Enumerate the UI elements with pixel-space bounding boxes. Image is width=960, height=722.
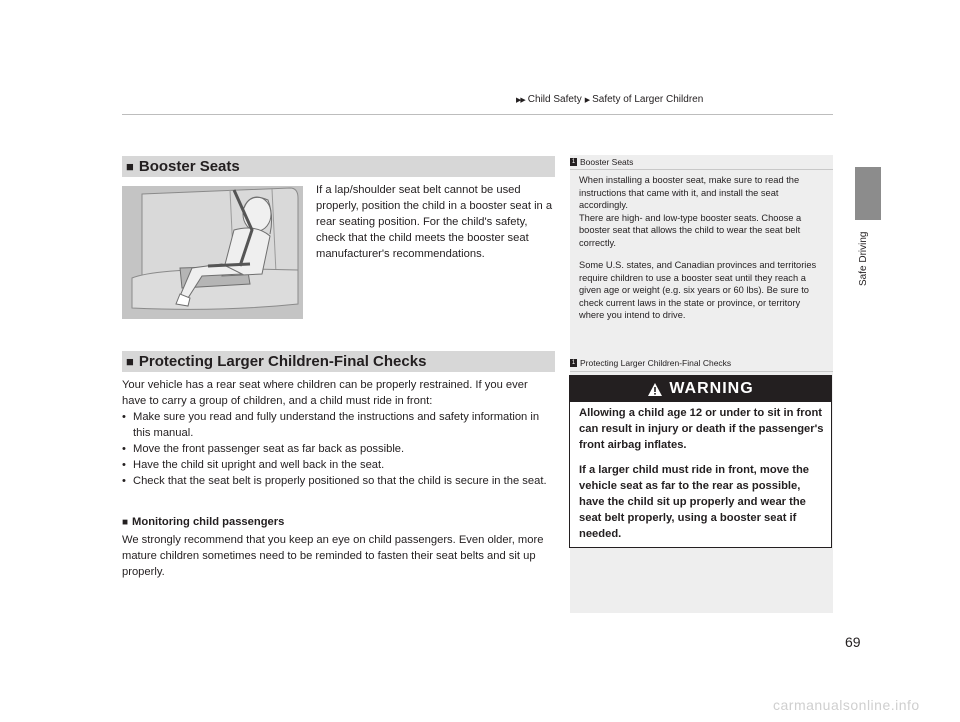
section-heading-text: Protecting Larger Children-Final Checks <box>138 353 427 370</box>
chapter-label-text: Safe Driving <box>858 231 869 286</box>
list-item: • Check that the seat belt is properly positioned so that the child is secure in the seat. <box>122 473 555 489</box>
subheading-text: Monitoring child passengers <box>132 516 285 528</box>
warning-label: WARNING <box>669 380 754 397</box>
note-reference-icon: 1 <box>571 159 576 165</box>
warning-triangle-icon <box>647 382 663 397</box>
list-item: • Move the front passenger seat as far back as possible. <box>122 441 555 457</box>
chapter-label <box>858 226 874 286</box>
section-heading-booster-seats <box>122 156 555 177</box>
breadcrumb-arrow-icon: ▶▶ <box>516 96 525 104</box>
subheading-square-icon: ■ <box>122 517 129 528</box>
final-checks-list <box>122 409 555 489</box>
warning-paragraph: Allowing a child age 12 or under to sit in front can result in injury or death if the passenger's front airbag inflates. <box>579 407 824 451</box>
breadcrumb-item-current: Safety of Larger Children <box>592 94 704 105</box>
breadcrumb-item-child-safety[interactable]: Child Safety <box>527 94 582 105</box>
breadcrumb-arrow-icon: ▶ <box>584 96 590 104</box>
note-paragraph: There are high- and low-type booster seats. Choose a booster seat that allows the child to wear the seat belt correctly. <box>579 212 802 248</box>
child-booster-seat-image <box>122 186 303 319</box>
note-reference-icon: 1 <box>571 360 576 366</box>
note-body-booster <box>579 174 827 322</box>
section-square-icon: ■ <box>126 354 134 369</box>
header-divider <box>122 114 833 115</box>
chapter-tab <box>855 167 881 220</box>
warning-banner <box>570 376 831 402</box>
section-heading-final-checks <box>122 351 555 372</box>
final-checks-body <box>122 377 555 489</box>
warning-box <box>569 375 832 548</box>
final-checks-intro: Your vehicle has a rear seat where children can be properly restrained. If you ever have to carry a group of children, and a child must ride in front: <box>122 379 528 407</box>
section-heading-text: Booster Seats <box>138 158 240 175</box>
list-item: • Make sure you read and fully understand the instructions and safety information in this manual. <box>122 409 555 441</box>
note-title-text: Protecting Larger Children-Final Checks <box>580 358 732 368</box>
site-watermark: carmanualsonline.info <box>773 697 920 713</box>
note-divider <box>570 371 833 372</box>
note-paragraph: When installing a booster seat, make sure to read the instructions that came with it, and install the seat accordingly. <box>579 175 800 210</box>
warning-paragraph: If a larger child must ride in front, move the vehicle seat as far to the rear as possible, have the child sit up properly and wear the seat belt properly, using a booster seat if needed. <box>579 464 810 540</box>
booster-intro-text: If a lap/shoulder seat belt cannot be used properly, position the child in a booster seat in a rear seating position. For the child's safety, check that the child meets the booster seat manufacturer's recommendations. <box>316 184 553 260</box>
warning-text <box>579 405 825 542</box>
note-divider <box>570 169 833 170</box>
booster-seat-illustration <box>122 186 303 319</box>
note-paragraph: Some U.S. states, and Canadian provinces and territories require children to use a booster seat until they reach a given age or weight (e.g. six years or 60 lbs). Be sure to check current laws in the state or province, or territory where you intend to drive. <box>579 260 817 320</box>
list-item: • Have the child sit upright and well back in the seat. <box>122 457 555 473</box>
subheading-monitoring <box>122 516 284 528</box>
breadcrumb <box>516 94 703 105</box>
monitoring-text: We strongly recommend that you keep an eye on child passengers. Even older, more mature children sometimes need to be reminded to fasten their seat belts and sit up properly. <box>122 534 544 578</box>
note-title-booster <box>570 157 633 167</box>
page-number: 69 <box>845 634 861 650</box>
note-title-text: Booster Seats <box>580 157 634 167</box>
note-title-final-checks <box>570 358 731 368</box>
section-square-icon: ■ <box>126 159 134 174</box>
